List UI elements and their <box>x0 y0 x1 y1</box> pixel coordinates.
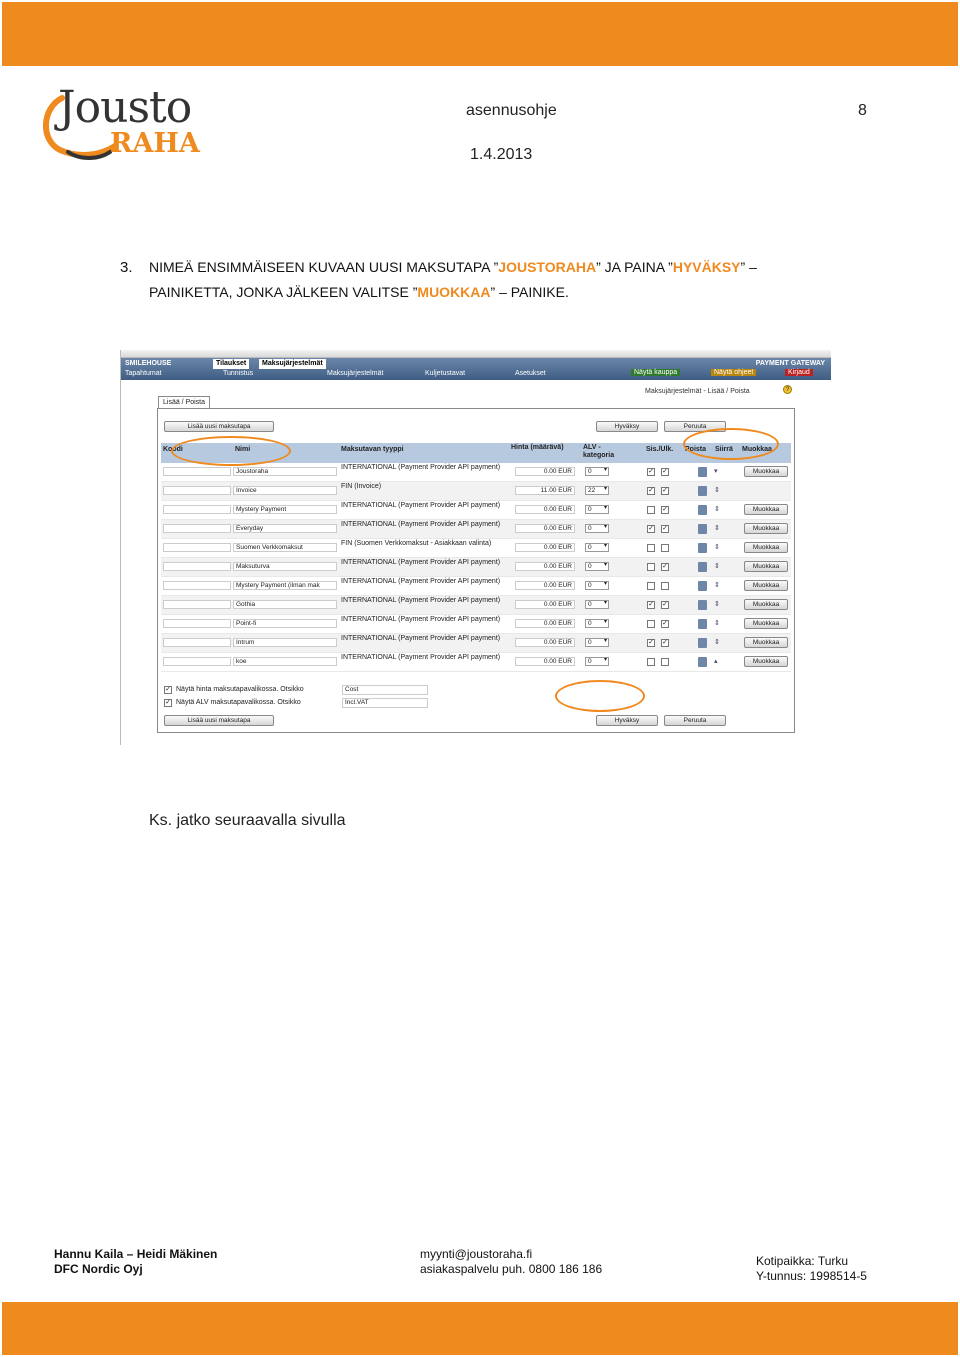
embedded-admin-screenshot <box>120 350 830 745</box>
exclude-checkbox[interactable] <box>661 658 669 666</box>
include-checkbox[interactable]: ✓ <box>648 601 654 608</box>
payment-type: INTERNATIONAL (Payment Provider API payment) <box>341 521 501 528</box>
subnav-settings[interactable]: Asetukset <box>515 370 546 377</box>
payment-gateway-label: PAYMENT GATEWAY <box>755 360 825 367</box>
payment-type: INTERNATIONAL (Payment Provider API payment) <box>341 464 501 471</box>
name-input[interactable]: Mystery Payment <box>233 505 337 514</box>
trash-icon[interactable] <box>698 657 707 667</box>
show-price-label: Näytä hinta maksutapavalikossa. Otsikko <box>176 686 304 693</box>
show-help-link[interactable]: Näytä ohjeet <box>711 369 756 376</box>
include-checkbox[interactable]: ✓ <box>648 487 654 494</box>
include-checkbox[interactable]: ✓ <box>648 525 654 532</box>
move-arrow-icon[interactable]: ⇕ <box>714 506 720 513</box>
vat-select[interactable]: 0 ▾ <box>585 600 609 609</box>
col-move: Siirrä <box>715 446 733 453</box>
table-row <box>161 463 791 482</box>
table-row <box>161 501 791 520</box>
price-title-input[interactable]: Cost <box>342 685 428 695</box>
tab-orders[interactable]: Tilaukset <box>213 359 249 369</box>
add-payment-method-button-bottom[interactable]: Lisää uusi maksutapa <box>164 715 274 726</box>
col-vat: ALV - kategoria <box>583 444 615 459</box>
trash-icon[interactable] <box>698 581 707 591</box>
vat-select[interactable]: 0 ▾ <box>585 562 609 571</box>
subnav-shipping[interactable]: Kuljetustavat <box>425 370 466 377</box>
col-type: Maksutavan tyyppi <box>341 446 404 453</box>
vat-select[interactable]: 0 ▾ <box>585 524 609 533</box>
name-input[interactable]: Intrum <box>233 638 337 647</box>
move-arrow-icon[interactable]: ⇕ <box>714 487 720 494</box>
edit-button[interactable]: Muokkaa <box>744 656 788 667</box>
exclude-checkbox[interactable]: ✓ <box>662 563 668 570</box>
payment-type: INTERNATIONAL (Payment Provider API payment) <box>341 578 501 585</box>
code-input[interactable] <box>163 619 231 628</box>
code-input[interactable] <box>163 524 231 533</box>
edit-button[interactable]: Muokkaa <box>744 599 788 610</box>
footer-email[interactable]: myynti@joustoraha.fi <box>420 1247 533 1261</box>
trash-icon[interactable] <box>698 524 707 534</box>
vat-select[interactable]: 0 ▾ <box>585 467 609 476</box>
step-highlight-hyvaksy: HYVÄKSY <box>672 259 741 275</box>
include-checkbox[interactable] <box>647 658 655 666</box>
footer-city: Kotipaikka: Turku <box>756 1254 849 1268</box>
table-row <box>161 520 791 539</box>
top-orange-bar <box>2 2 958 66</box>
document-title: asennusohje <box>466 102 557 119</box>
move-arrow-icon[interactable]: ▾ <box>714 468 718 475</box>
trash-icon[interactable] <box>698 467 707 477</box>
vat-select[interactable]: 0 ▾ <box>585 619 609 628</box>
accept-button-bottom[interactable]: Hyväksy <box>596 715 658 726</box>
col-delete: Poista <box>685 446 707 453</box>
code-input[interactable] <box>163 505 231 514</box>
payment-type: INTERNATIONAL (Payment Provider API payment) <box>341 654 501 661</box>
exclude-checkbox[interactable]: ✓ <box>662 639 668 646</box>
name-input[interactable]: Suomen Verkkomaksut <box>233 543 337 552</box>
code-input[interactable] <box>163 600 231 609</box>
table-row <box>161 577 791 596</box>
edit-button[interactable]: Muokkaa <box>744 561 788 572</box>
table-row <box>161 482 791 501</box>
exclude-checkbox[interactable]: ✓ <box>662 506 668 513</box>
footer-phone: asiakaspalvelu puh. 0800 186 186 <box>420 1262 603 1276</box>
accept-button-top[interactable]: Hyväksy <box>596 421 658 432</box>
col-price: Hinta (määrävä) <box>511 444 564 451</box>
code-input[interactable] <box>163 581 231 590</box>
exclude-checkbox[interactable]: ✓ <box>662 525 668 532</box>
subnav-identification[interactable]: Tunnistus <box>223 370 254 377</box>
edit-button[interactable]: Muokkaa <box>744 542 788 553</box>
include-checkbox[interactable] <box>647 506 655 514</box>
logo-text-bottom: RAHA <box>110 128 200 159</box>
col-name: Nimi <box>235 446 251 453</box>
tab-payment-systems[interactable]: Maksujärjestelmät <box>259 359 326 369</box>
name-input[interactable]: Point-fi <box>233 619 337 628</box>
payment-type: INTERNATIONAL (Payment Provider API payment) <box>341 635 501 642</box>
include-checkbox[interactable] <box>647 563 655 571</box>
logo-text-top: Jousto <box>58 82 192 133</box>
table-row <box>161 539 791 558</box>
price-input[interactable]: 0.00 EUR <box>515 581 575 590</box>
move-arrow-icon[interactable]: ⇕ <box>714 620 720 627</box>
edit-button[interactable]: Muokkaa <box>744 637 788 648</box>
exclude-checkbox[interactable]: ✓ <box>662 601 668 608</box>
breadcrumb: Maksujärjestelmät - Lisää / Poista <box>645 388 750 395</box>
trash-icon[interactable] <box>698 505 707 515</box>
vat-select[interactable]: 0 ▾ <box>585 505 609 514</box>
payment-type: INTERNATIONAL (Payment Provider API payment) <box>341 616 501 623</box>
move-arrow-icon[interactable]: ⇕ <box>714 525 720 532</box>
name-input[interactable]: Everyday <box>233 524 337 533</box>
step-highlight-joustoraha: JOUSTORAHA <box>498 259 597 275</box>
exclude-checkbox[interactable] <box>661 544 669 552</box>
cancel-button-bottom[interactable]: Peruuta <box>664 715 726 726</box>
price-input[interactable]: 0.00 EUR <box>515 562 575 571</box>
panel-tab-add-remove[interactable]: Lisää / Poista <box>158 396 210 408</box>
code-input[interactable] <box>163 638 231 647</box>
code-input[interactable] <box>163 543 231 552</box>
col-incl-excl: Sis./Ulk. <box>646 446 674 453</box>
payment-type: INTERNATIONAL (Payment Provider API payment) <box>341 559 501 566</box>
edit-button[interactable]: Muokkaa <box>744 523 788 534</box>
price-input[interactable]: 0.00 EUR <box>515 657 575 666</box>
vat-select[interactable]: 22 ▾ <box>585 486 609 495</box>
step-highlight-muokkaa: MUOKKAA <box>417 284 491 300</box>
payment-methods-table <box>161 463 791 672</box>
edit-button[interactable]: Muokkaa <box>744 504 788 515</box>
exclude-checkbox[interactable] <box>661 582 669 590</box>
trash-icon[interactable] <box>698 562 707 572</box>
step-text-part: ” – PAINIKETTA, JONKA JÄLKEEN VALITSE ” <box>149 259 757 300</box>
price-input[interactable]: 0.00 EUR <box>515 543 575 552</box>
continue-note: Ks. jatko seuraavalla sivulla <box>149 812 346 829</box>
step-text-part: NIMEÄ ENSIMMÄISEEN KUVAAN UUSI MAKSUTAPA ” <box>149 259 499 275</box>
include-checkbox[interactable] <box>647 582 655 590</box>
edit-button[interactable]: Muokkaa <box>744 580 788 591</box>
footer-business-id: Y-tunnus: 1998514-5 <box>756 1269 867 1283</box>
payment-type: INTERNATIONAL (Payment Provider API payment) <box>341 597 501 604</box>
table-row <box>161 596 791 615</box>
logout-link[interactable]: Kirjaud <box>785 369 813 376</box>
bottom-orange-bar <box>2 1302 958 1355</box>
smilehouse-logo: SMILEHOUSE <box>125 360 172 367</box>
name-input[interactable]: Gothia <box>233 600 337 609</box>
show-price-checkbox[interactable]: ✓ <box>165 686 171 693</box>
trash-icon[interactable] <box>698 638 707 648</box>
price-input[interactable]: 0.00 EUR <box>515 467 575 476</box>
move-arrow-icon[interactable]: ⇕ <box>714 582 720 589</box>
move-arrow-icon[interactable]: ▴ <box>714 658 718 665</box>
trash-icon[interactable] <box>698 486 707 496</box>
name-input[interactable]: Invoice <box>233 486 337 495</box>
show-vat-checkbox[interactable]: ✓ <box>165 699 171 706</box>
vat-title-input[interactable]: Incl.VAT <box>342 698 428 708</box>
price-input[interactable]: 0.00 EUR <box>515 600 575 609</box>
include-checkbox[interactable]: ✓ <box>648 468 654 475</box>
edit-button[interactable]: Muokkaa <box>744 618 788 629</box>
highlight-circle-name <box>171 436 291 466</box>
include-checkbox[interactable] <box>647 620 655 628</box>
show-vat-label: Näytä ALV maksutapavalikossa. Otsikko <box>176 699 301 706</box>
subnav-events[interactable]: Tapahtumat <box>125 370 162 377</box>
trash-icon[interactable] <box>698 600 707 610</box>
step-text <box>149 255 809 305</box>
price-input[interactable]: 0.00 EUR <box>515 524 575 533</box>
trash-icon[interactable] <box>698 543 707 553</box>
exclude-checkbox[interactable]: ✓ <box>662 468 668 475</box>
name-input[interactable]: koe <box>233 657 337 666</box>
vat-select[interactable]: 0 ▾ <box>585 638 609 647</box>
include-checkbox[interactable] <box>647 544 655 552</box>
footer-names: Hannu Kaila – Heidi Mäkinen <box>54 1247 218 1261</box>
vat-select[interactable]: 0 ▾ <box>585 657 609 666</box>
exclude-checkbox[interactable]: ✓ <box>662 487 668 494</box>
price-input[interactable]: 0.00 EUR <box>515 505 575 514</box>
code-input[interactable] <box>163 467 231 476</box>
col-code: Koodi <box>163 446 183 453</box>
payment-type: FIN (Invoice) <box>341 483 382 490</box>
code-input[interactable] <box>163 486 231 495</box>
browser-toolbar-strip <box>121 350 831 358</box>
edit-button[interactable]: Muokkaa <box>744 466 788 477</box>
price-input[interactable]: 0.00 EUR <box>515 619 575 628</box>
step-text-part: ” JA PAINA ” <box>596 259 673 275</box>
exclude-checkbox[interactable]: ✓ <box>662 620 668 627</box>
highlight-circle-accept <box>555 680 645 712</box>
move-arrow-icon[interactable]: ⇕ <box>714 544 720 551</box>
name-input[interactable]: Joustoraha <box>233 467 337 476</box>
move-arrow-icon[interactable]: ⇕ <box>714 601 720 608</box>
help-icon[interactable]: ? <box>783 385 792 394</box>
trash-icon[interactable] <box>698 619 707 629</box>
payment-type: INTERNATIONAL (Payment Provider API payment) <box>341 502 501 509</box>
cancel-button-top[interactable]: Peruuta <box>664 421 726 432</box>
table-row <box>161 634 791 653</box>
move-arrow-icon[interactable]: ⇕ <box>714 563 720 570</box>
price-input[interactable]: 0.00 EUR <box>515 638 575 647</box>
include-checkbox[interactable]: ✓ <box>648 639 654 646</box>
step-text-part: ” – PAINIKE. <box>490 284 569 300</box>
code-input[interactable] <box>163 657 231 666</box>
table-row <box>161 558 791 577</box>
vat-select[interactable]: 0 ▾ <box>585 543 609 552</box>
price-input[interactable]: 11.00 EUR <box>515 486 575 495</box>
page-number: 8 <box>858 102 867 119</box>
step-number: 3. <box>120 259 133 276</box>
document-date: 1.4.2013 <box>470 146 533 163</box>
footer-company: DFC Nordic Oyj <box>54 1262 143 1276</box>
subnav-payment-systems[interactable]: Maksujärjestelmät <box>327 370 384 377</box>
code-input[interactable] <box>163 562 231 571</box>
highlight-circle-edit <box>683 428 779 460</box>
name-input[interactable]: Mystery Payment (ilman mak <box>233 581 337 590</box>
col-edit: Muokkaa <box>742 446 772 453</box>
add-payment-method-button-top[interactable]: Lisää uusi maksutapa <box>164 421 274 432</box>
payment-type: FIN (Suomen Verkkomaksut - Asiakkaan valinta) <box>341 540 492 547</box>
joustoraha-logo <box>40 82 215 162</box>
admin-navigation <box>121 358 831 380</box>
move-arrow-icon[interactable]: ⇕ <box>714 639 720 646</box>
vat-select[interactable]: 0 ▾ <box>585 581 609 590</box>
name-input[interactable]: Maksuturva <box>233 562 337 571</box>
show-shop-link[interactable]: Näytä kauppa <box>631 369 680 376</box>
table-row <box>161 615 791 634</box>
table-row <box>161 653 791 672</box>
